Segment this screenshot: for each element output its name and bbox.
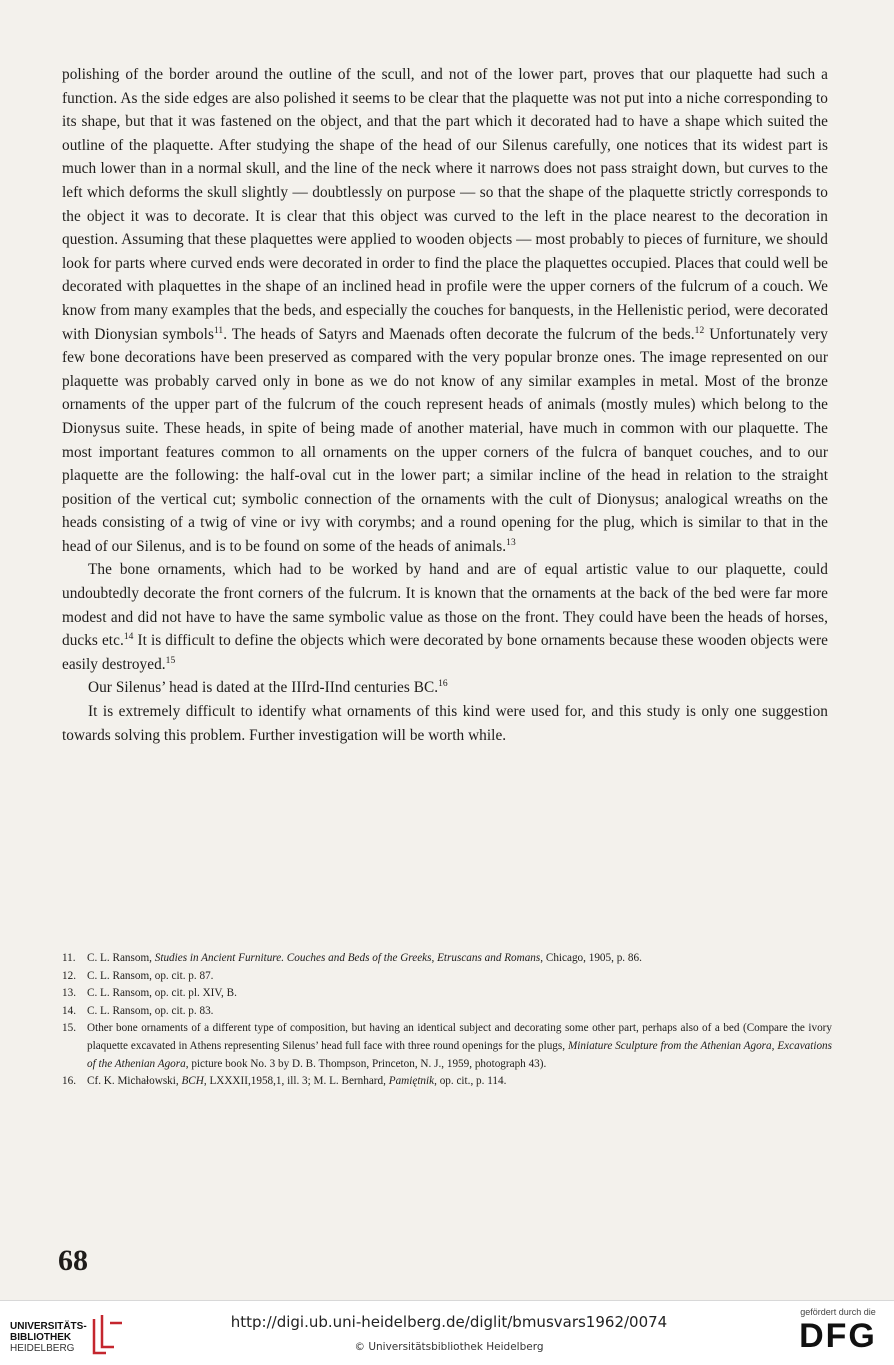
footnote-ref: 12	[694, 325, 705, 336]
text-run: Our Silenus’ head is dated at the IIIrd-IInd centuries BC.	[88, 679, 439, 697]
copyright-notice: © Universitätsbibliothek Heidelberg	[354, 1341, 544, 1353]
text-run: C. L. Ransom, op. cit. p. 87.	[87, 969, 214, 982]
dfg-wordmark: DFG	[799, 1317, 877, 1355]
footnote-text	[87, 1003, 832, 1021]
text-run: Cf. K. Michałowski,	[87, 1075, 182, 1088]
footnote	[62, 1020, 832, 1073]
footnote-text	[87, 968, 832, 986]
footnote-ref: 13	[506, 537, 516, 548]
italic-run: BCH	[181, 1075, 204, 1088]
logo-line-2: BIBLIOTHEK	[10, 1332, 72, 1343]
footnote-number: 11.	[62, 952, 76, 964]
footnote	[62, 985, 832, 1003]
footnote	[62, 968, 832, 986]
text-run: C. L. Ransom, op. cit. p. 83.	[87, 1004, 214, 1017]
footnote-number: 14.	[62, 1004, 76, 1017]
footnote-text	[87, 985, 832, 1003]
footnote	[62, 950, 832, 968]
text-run: Other bone ornaments of a different type of composition, but having an identical subject and decorating some other part, perhaps also of a bed (Compare the ivory plaquette excavated in Athens representing Silenus’ head full face with three round openings for the plugs,	[87, 1022, 832, 1052]
italic-run: Miniature Sculpture from the Athenian Agora, Excavations of the Athenian Agora	[87, 1039, 833, 1070]
text-run: , op. cit., p. 114.	[434, 1075, 507, 1088]
footnote-number: 16.	[62, 1075, 76, 1088]
footnote-text	[87, 1073, 832, 1091]
text-run: . The heads of Satyrs and Maenads often decorate the fulcrum of the beds.	[223, 325, 695, 343]
text-run: It is extremely difficult to identify what ornaments of this kind were used for, and this study is only one suggestion towards solving this problem. Further investigation will be worth while.	[62, 703, 828, 744]
footnote	[62, 1073, 832, 1091]
dfg-funded-by-text: gefördert durch die	[800, 1307, 876, 1317]
text-run: , picture book No. 3 by D. B. Thompson, Princeton, N. J., 1959, photograph 43).	[185, 1057, 547, 1070]
paragraph	[62, 676, 828, 700]
footnote-text	[87, 950, 832, 968]
text-run: It is difficult to define the objects which were decorated by bone ornaments because these wooden objects were easily destroyed.	[62, 632, 828, 673]
footnote-ref: 11	[213, 325, 224, 336]
footnote-text	[87, 1020, 832, 1073]
italic-run: Pamiętnik	[388, 1075, 435, 1088]
viewer-footer	[0, 1300, 894, 1365]
text-run: C. L. Ransom, op. cit. pl. XIV, B.	[87, 987, 237, 1000]
library-emblem-icon	[88, 1313, 128, 1359]
footnotes	[62, 950, 832, 1091]
university-library-logo[interactable]	[10, 1313, 130, 1359]
logo-line-3: HEIDELBERG	[10, 1343, 75, 1354]
footnote-ref: 16	[438, 679, 448, 690]
paragraph	[62, 558, 828, 676]
text-run: Unfortunately very few bone decorations have been preserved as compared with the very popular bronze ones. The image represented on our plaquette was probably carved only in bone as we do not know of any similar examples in metal. Most of the bronze ornaments of the upper part of the fulcrum of the couch represent heads of animals (mostly mules) which belong to the Dionysus suite. These heads, in spite of being made of another material, have much in common with our plaquette. The most important features common to all ornaments on the upper corners of the fulcra of banquet couches, and to our plaquette are the following: the half-oval cut in the lower part; a similar incline of the head in relation to the straight position of the vertical cut; symbolic connection of the ornaments with the cult of Dionysus; analogical wreaths on the heads consisting of a twig of vine or ivy with corymbs; and a round opening for the plug, which is similar to that in the head of our Silenus, and is to be found on some of the heads of animals.	[62, 325, 828, 555]
paragraph	[62, 700, 828, 747]
footnote-ref: 15	[165, 655, 176, 666]
page-number: 68	[58, 1244, 88, 1277]
footnote-number: 12.	[62, 969, 76, 982]
text-run: The bone ornaments, which had to be worked by hand and are of equal artistic value to our plaquette, could undoubtedly decorate the front corners of the fulcrum. It is known that the ornaments at the back of the bed were far more modest and did not have to have the same symbolic value as those on the front. They could have been the heads of horses, ducks etc.	[62, 561, 828, 650]
text-run: C. L. Ransom,	[87, 952, 155, 964]
text-run: polishing of the border around the outline of the scull, and not of the lower part, proves that our plaquette had such a function. As the side edges are also polished it seems to be clear that the plaquette was not put into a niche corresponding to its shape, but that it was fastened on the object, and that the part which it decorated had to have a shape which suited the outline of the plaquette. After studying the shape of the head of our Silenus carefully, one notices that its widest part is much lower than in a normal skull, and the line of the neck where it narrows does not pass straight down, but curves to the left which deforms the skull slightly — doubtlessly on purpose — so that the shape of the plaquette strictly corresponds to the object it was to decorate. It is clear that this object was curved to the left in the place nearest to the decoration in question. Assuming that these plaquettes were applied to wooden objects — most probably to pieces of furniture, we should look for parts where curved ends were decorated in order to find the place the plaquettes occupied. Places that could well be decorated with plaquettes in the shape of an inclined head in profile were the upper corners of the fulcrum of a couch. We know from many examples that the beds, and especially the couches for banquests, in the Hellenistic period, were decorated with Dionysian symbols	[62, 66, 829, 343]
footnote-number: 15.	[62, 1022, 76, 1035]
dfg-logo[interactable]	[788, 1307, 888, 1361]
italic-run: Studies in Ancient Furniture. Couches and Beds of the Greeks, Etruscans and Romans	[154, 952, 541, 964]
text-run: , LXXXII,1958,1, ill. 3; M. L. Bernhard,	[203, 1075, 389, 1088]
paragraph	[62, 63, 828, 558]
footnote-ref: 14	[123, 632, 134, 643]
permalink-url[interactable]: http://digi.ub.uni-heidelberg.de/diglit/bmusvars1962/0074	[230, 1313, 668, 1331]
footnote	[62, 1003, 832, 1021]
footnote-number: 13.	[62, 987, 76, 1000]
body-text	[62, 63, 828, 747]
text-run: , Chicago, 1905, p. 86.	[540, 952, 642, 964]
logo-line-1: UNIVERSITÄTS-	[10, 1321, 87, 1332]
